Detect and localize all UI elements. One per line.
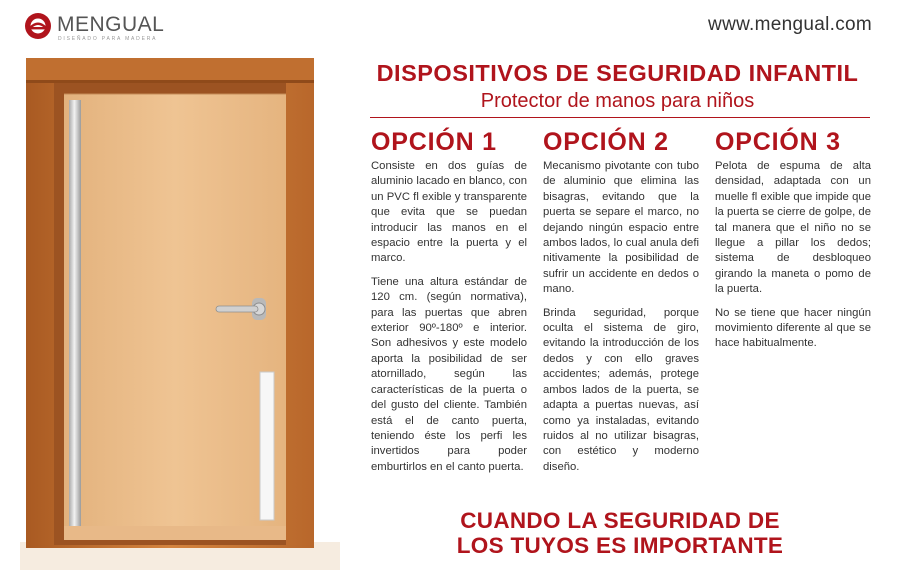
option-2-heading: OPCIÓN 2: [543, 128, 669, 156]
option-2-column: [543, 128, 699, 483]
page-subtitle: Protector de manos para niños: [480, 90, 755, 112]
footer-tagline-line-1: CUANDO LA SEGURIDAD DE: [460, 508, 780, 533]
footer-tagline-line-2: LOS TUYOS ES IMPORTANTE: [456, 533, 784, 558]
brand-tagline: DISEÑADO PARA MADERA: [58, 36, 158, 42]
option-3-heading: OPCIÓN 3: [715, 128, 841, 156]
brand-logo: [24, 12, 174, 44]
website-url[interactable]: www.mengual.com: [708, 14, 872, 35]
option-2-paragraph: Mecanismo pivotante con tubo de aluminio que elimina las bisagras, evitando que la puerta se separe el marco, no dejando ningún espacio entre ambos lados, lo cual anula defi nitivamente la posibilidad de sufrir un accidente en dedos o mano.: [543, 160, 699, 296]
page-title: DISPOSITIVOS DE SEGURIDAD INFANTIL: [376, 60, 859, 86]
option-1-column: [371, 128, 527, 483]
brand-name: MENGUAL: [57, 13, 165, 36]
option-1-paragraph: Tiene una altura estándar de 120 cm. (según normativa), para las puertas que abren exterior 90º-180º e interior. Son adhesivos y este modelo aporta la posibilidad de ser atornillado, según las características de la puerta o del gusto del cliente. También está el de canto puerta, teniendo éste los perfi les invertidos para poder emburtirlos en el canto puerta.: [371, 275, 527, 473]
option-3-column: [715, 128, 871, 360]
door-photo: [20, 58, 340, 570]
option-1-paragraph: Consiste en dos guías de aluminio lacado en blanco, con un PVC fl exible y transparente que evita que se puedan introducir las manos en el espacio entre la puerta y el marco.: [371, 160, 527, 265]
option-2-paragraph: Brinda seguridad, porque oculta el sistema de giro, evitando la introducción de los dedos y con ello graves accidentes; además, protege ambos lados de la puerta, se adapta a puertas nuevas, así como ya instaladas, evitando ruidos al no utilizar bisagras, con estético y moderno diseño.: [543, 306, 699, 473]
option-1-heading: OPCIÓN 1: [371, 128, 497, 156]
title-divider: [370, 117, 870, 118]
mengual-logo-icon: [24, 12, 52, 40]
footer-tagline: [370, 508, 870, 558]
option-3-paragraph: No se tiene que hacer ningún movimiento diferente al que se hace habitualmente.: [715, 306, 871, 350]
option-3-paragraph: Pelota de espuma de alta densidad, adaptada con un muelle fl exible que impide que la puerta se cierre de golpe, de tal manera que el niño no se llegue a pillar los dedos; sistema de desbloqueo girando la maneta o pomo de la puerta.: [715, 160, 871, 296]
